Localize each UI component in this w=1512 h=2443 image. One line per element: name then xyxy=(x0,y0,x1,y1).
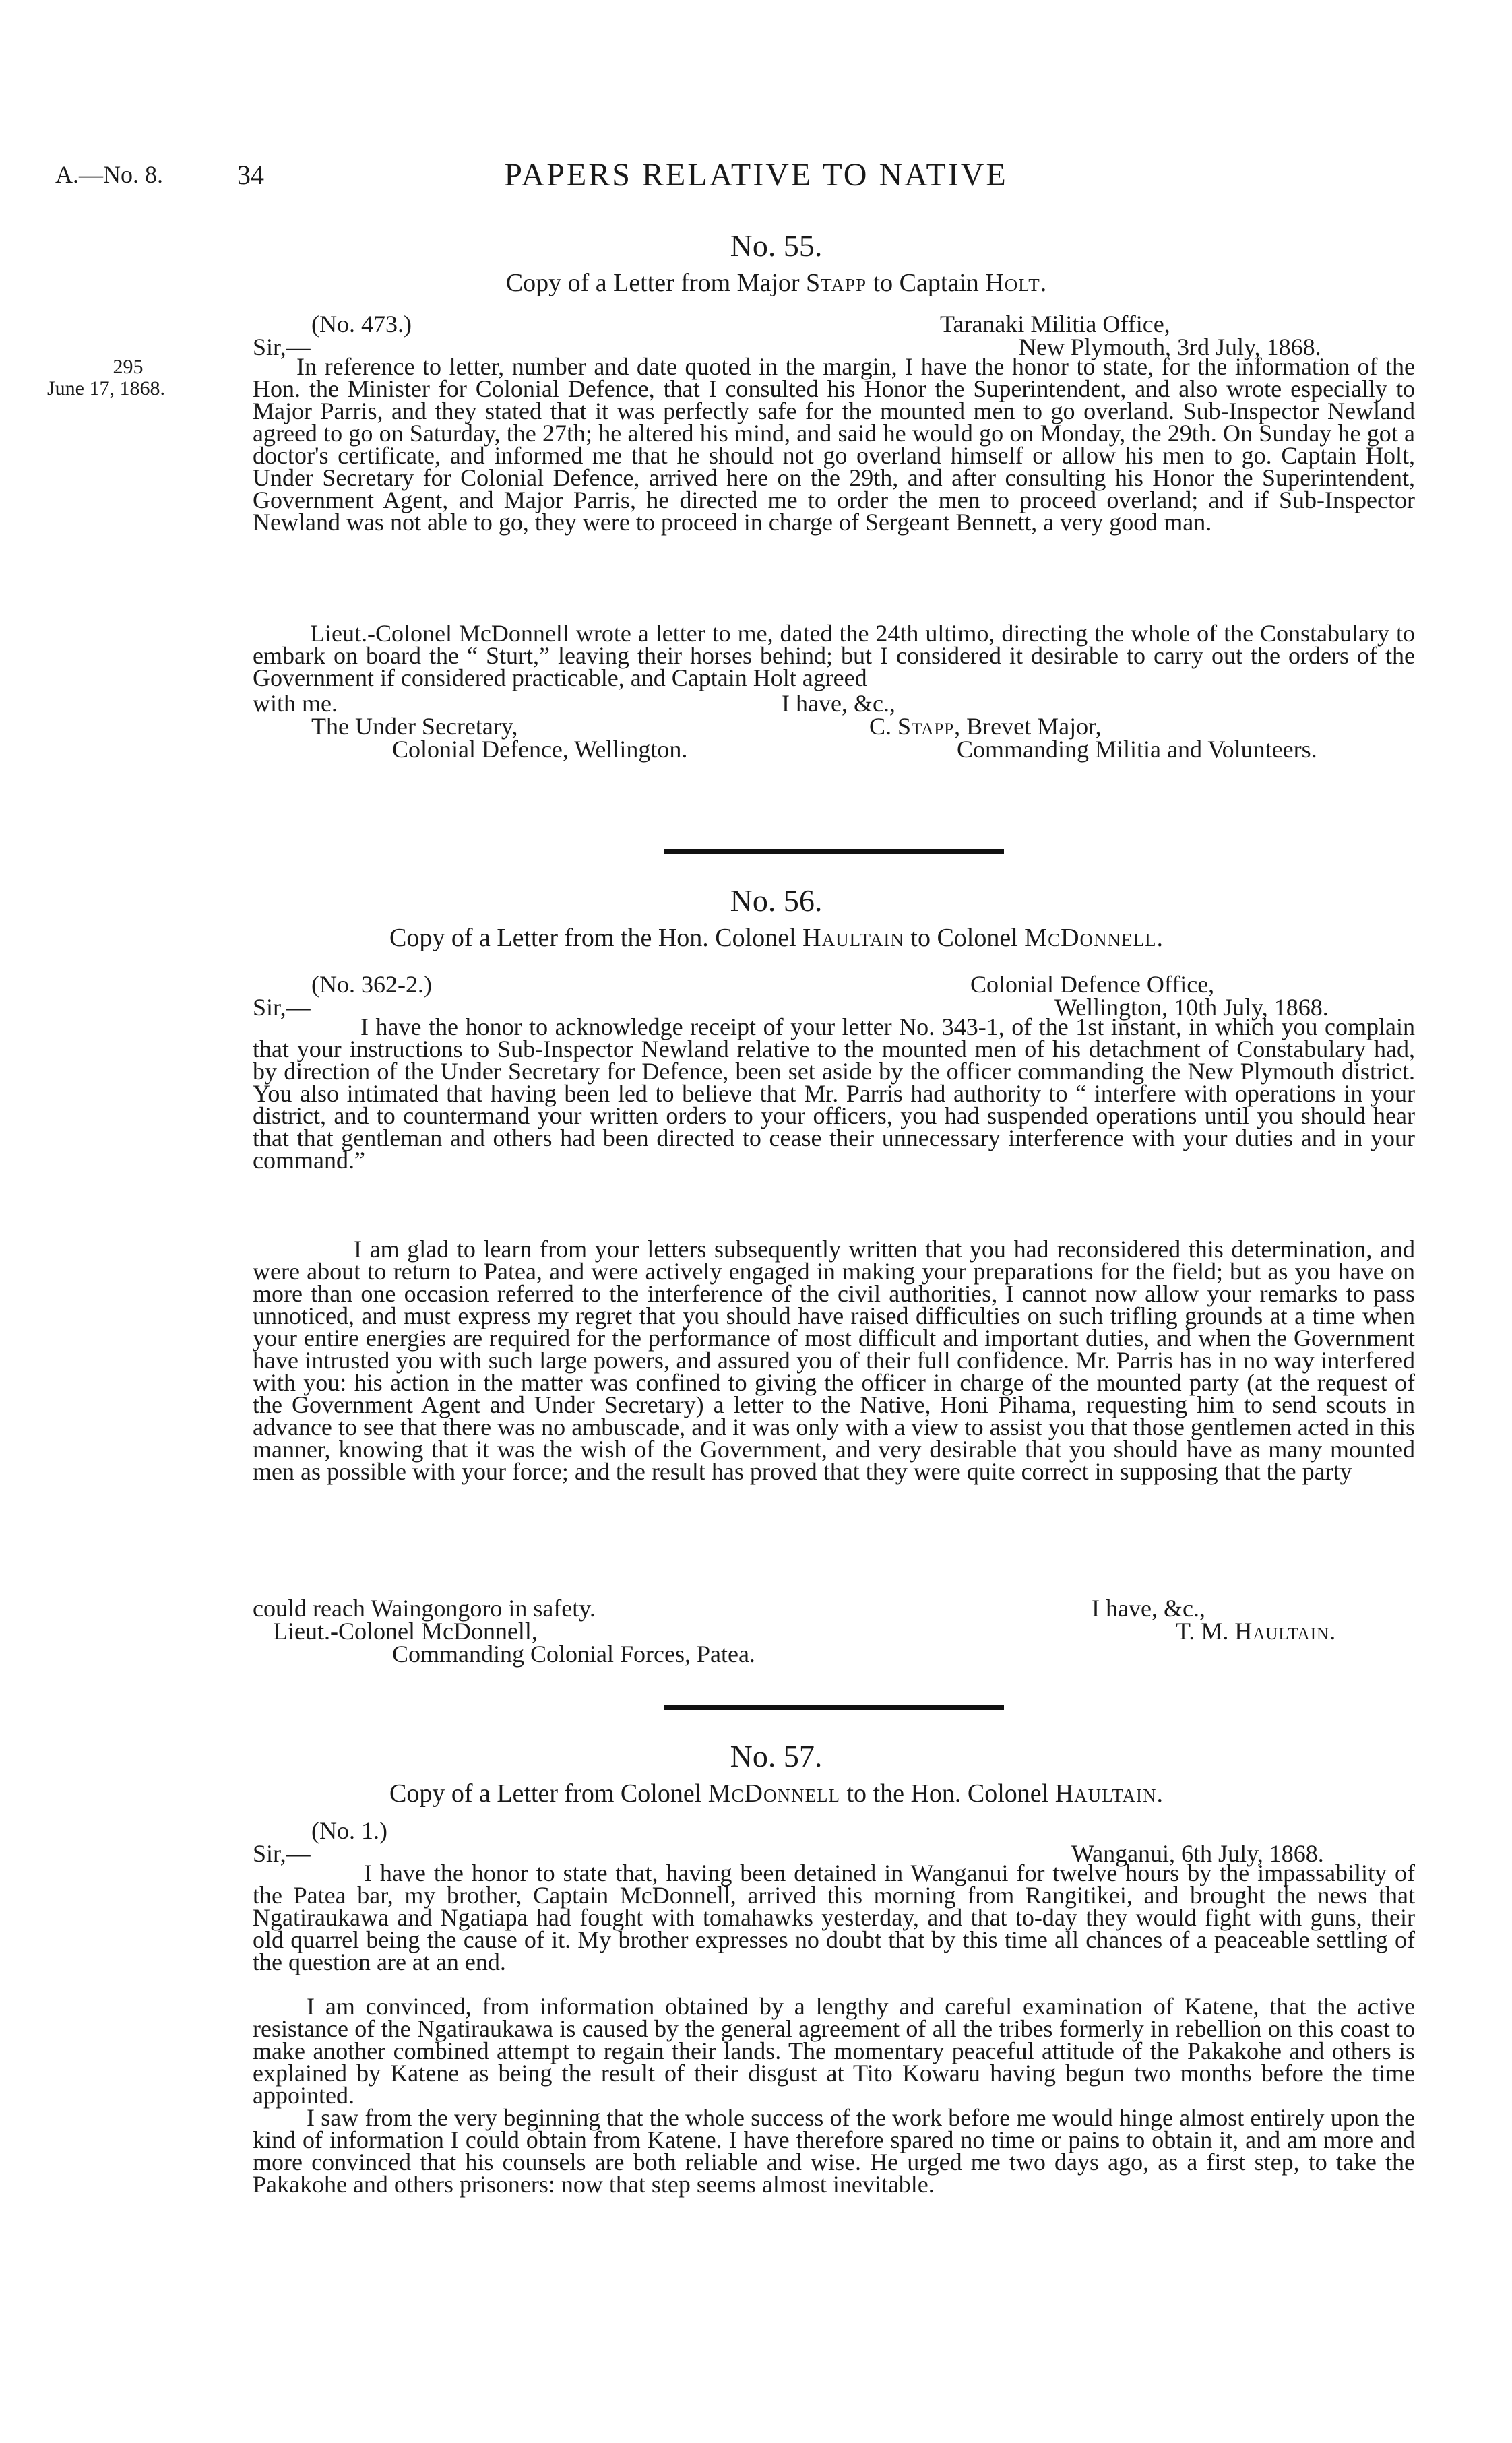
document-reference: A.—No. 8. xyxy=(55,161,163,188)
address-date: Wanganui, 6th July, 1868. xyxy=(1071,1840,1324,1867)
address-date: Wellington, 10th July, 1868. xyxy=(1054,994,1329,1021)
page-number: 34 xyxy=(237,160,264,190)
addressee: Lieut.-Colonel McDonnell, xyxy=(273,1618,538,1645)
letter-paragraph: I am convinced, from information obtained by a lengthy and careful examination of Katene, that the active resistance of the Ngatiraukawa is caused by the general agreement of all the tribes formerly in rebellion on this coast to make another combined attempt to regain their lands. The momentary peaceful attitude of the Pakakohe and others is explained by Katene as being the result of their disgust at Tito Kowaru having begun two months before the time appointed. xyxy=(253,1993,1415,2109)
salutation: Sir,— xyxy=(253,1840,311,1867)
addressee: The Under Secretary, xyxy=(311,713,518,740)
address-line: Colonial Defence Office, xyxy=(970,971,1215,998)
letter-heading: Copy of a Letter from Major Stapp to Captain Holt. xyxy=(505,269,1047,297)
sender-name: Haultain xyxy=(802,924,904,952)
closing: I have, &c., xyxy=(1092,1595,1205,1622)
letter-paragraph: In reference to letter, number and date quoted in the margin, I have the honor to state, for the information of the Hon. the Minister for Colonial Defence, that I consulted his Honor the Superintendent, and also wrote especially to Major Parris, and they stated that it was perfectly safe for the mounted men to go overland. Sub-Inspector Newland agreed to go on Saturday, the 27th; he altered his mind, and said he would go on Monday, the 29th. On Sunday he got a doctor's certificate, and informed me that he should not go overland himself or allow his men to go. Captain Holt, Under Secretary for Colonial Defence, arrived here on the 29th, and after consulting his Honor the Superintendent, Government Agent, and Major Parris, he directed me to order the men to proceed overland; and if Sub-Inspector Newland was not able to go, they were to proceed in charge of Sergeant Bennett, a very good man. xyxy=(253,353,1415,536)
recipient-name: Holt xyxy=(985,269,1040,297)
letter-number: No. 55. xyxy=(730,228,823,263)
reference-number: (No. 362-2.) xyxy=(311,971,432,998)
section-divider xyxy=(664,1705,1004,1710)
letter-paragraph: I have the honor to acknowledge receipt of your letter No. 343-1, of the 1st instant, in which you complain that your instructions to Sub-Inspector Newland relative to the mounted men of his detachment of Constabulary had, by direction of the Under Secretary for Defence, been set aside by the officer commanding the New Plymouth district. You also intimated that having been led to believe that Mr. Parris had authority to “ interfere with operations in your district, and to countermand your written orders to your officers, you had suspended operations until you should hear that that gentleman and others had been directed to cease their unnecessary interference with your duties and in your command.” xyxy=(253,1013,1415,1174)
signatory-name: Stapp xyxy=(897,713,955,740)
letter-paragraph: I am glad to learn from your letters subsequently written that you had reconsidered this determination, and were about to return to Patea, and were actively engaged in making your preparations for the field; but as you have on more than one occasion referred to the interference of the civil authorities, I cannot now allow your remarks to pass unnoticed, and must express my regret that you should have raised difficulties on such trifling grounds at a time when your entire energies are required for the performance of most difficult and important duties, and when the Government have intrusted you with such large powers, and assured you of their full confidence. Mr. Parris has in no way interfered with you: his action in the matter was confined to giving the officer in charge of the mounted party (at the request of the Government Agent and Under Secretary) a letter to the Native, Honi Pihama, requesting him to send scouts in advance to see that there was no ambuscade, and it was only with a view to assist you that those gentlemen acted in this manner, knowing that it was the wish of the Government, and very desirable that you should have as many mounted men as possible with your force; and the result has proved that they were quite correct in supposing that the party xyxy=(253,1236,1415,1485)
recipient-name: Haultain xyxy=(1054,1779,1157,1808)
closing: I have, &c., xyxy=(782,690,895,717)
letter-number: No. 57. xyxy=(730,1739,823,1773)
addressee-location: Colonial Defence, Wellington. xyxy=(392,736,688,763)
address-date: New Plymouth, 3rd July, 1868. xyxy=(1019,334,1321,360)
sender-name: McDonnell xyxy=(707,1779,840,1808)
recipient-name: McDonnell xyxy=(1024,924,1157,952)
signatory-name: Haultain xyxy=(1234,1618,1330,1645)
letter-number: No. 56. xyxy=(730,883,823,918)
letter-paragraph: I saw from the very beginning that the whole success of the work before me would hinge almost entirely upon the kind of information I could obtain from Katene. I have therefore spared no time or pains to obtain it, and am more and more convinced that his counsels are both reliable and wise. He urged me two days ago, as a first step, to take the Pakakohe and others prisoners: now that step seems almost inevitable. xyxy=(253,2104,1415,2198)
letter-last-line: could reach Waingongoro in safety. xyxy=(253,1595,596,1622)
address-line: Taranaki Militia Office, xyxy=(940,311,1170,338)
salutation: Sir,— xyxy=(253,334,311,360)
page-title: PAPERS RELATIVE TO NATIVE xyxy=(504,157,1008,193)
letter-last-line: with me. xyxy=(253,690,338,717)
signature: C. Stapp, Brevet Major, xyxy=(869,713,1102,740)
addressee-location: Commanding Colonial Forces, Patea. xyxy=(392,1641,755,1668)
letter-heading: Copy of a Letter from Colonel McDonnell to the Hon. Colonel Haultain. xyxy=(389,1779,1164,1808)
letter-paragraph: Lieut.-Colonel McDonnell wrote a letter to me, dated the 24th ultimo, directing the whole of the Constabulary to embark on board the “ Sturt,” leaving their horses behind; but I considered it desirable to carry out the orders of the Government if considered practicable, and Captain Holt agreed xyxy=(253,620,1415,691)
reference-number: (No. 1.) xyxy=(311,1817,387,1844)
salutation: Sir,— xyxy=(253,994,311,1021)
margin-reference-date: June 17, 1868. xyxy=(47,377,165,400)
signature: T. M. Haultain. xyxy=(1176,1618,1336,1645)
section-divider xyxy=(664,849,1004,854)
letter-heading: Copy of a Letter from the Hon. Colonel Haultain to Colonel McDonnell. xyxy=(389,924,1164,952)
margin-reference-number: 295 xyxy=(113,356,144,378)
sender-name: Stapp xyxy=(806,269,867,297)
letter-paragraph: I have the honor to state that, having been detained in Wanganui for twelve hours by the impassability of the Patea bar, my brother, Captain McDonnell, arrived this morning from Rangitikei, and brought the news that Ngatiraukawa and Ngatiapa had fought with tomahawks yesterday, and that to-day they would fight with guns, their old quarrel being the cause of it. My brother expresses no doubt that by this time all chances of a peaceable settling of the question are at an end. xyxy=(253,1860,1415,1975)
signatory-title: Commanding Militia and Volunteers. xyxy=(957,736,1317,763)
reference-number: (No. 473.) xyxy=(311,311,412,338)
